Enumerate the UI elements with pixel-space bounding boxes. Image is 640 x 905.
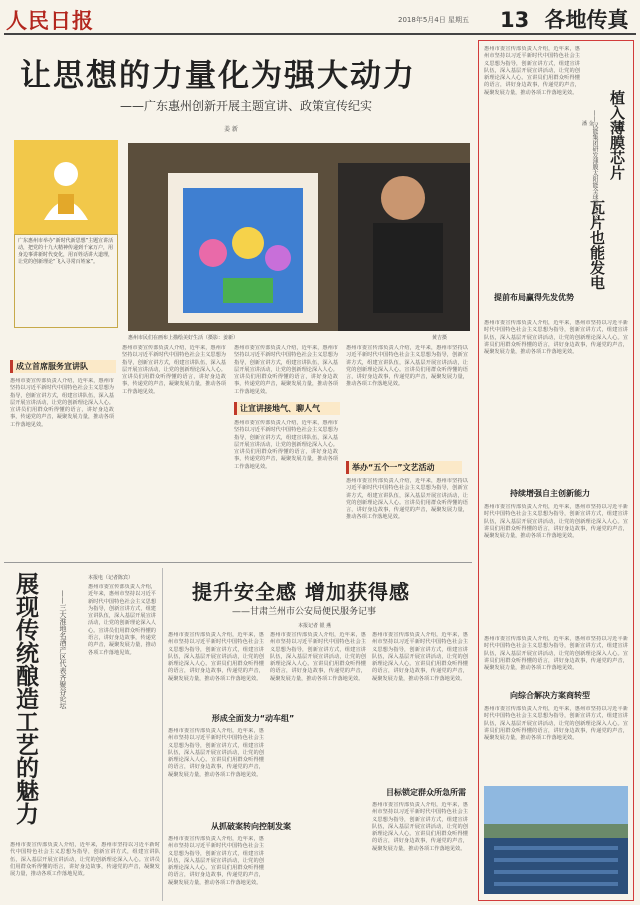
solar-farm-photo: [484, 786, 628, 894]
solar-panel-photo-illustration: [484, 786, 628, 894]
lead-body-col-3a: 惠州市委宣传部负责人介绍，近年来，惠州市坚持以习近平新时代中国特色社会主义思想为指导，创新宣讲方式，组建宣讲队伍，深入基层开展宣讲活动，让党的创新理论深入人心。宣讲员们用群众听得懂的语言，讲好身边故事，传递党的声音，凝聚发展力量，推动各项工作落地见效。: [234, 345, 338, 395]
right-story-body-mid-2: 惠州市委宣传部负责人介绍，近年来，惠州市坚持以习近平新时代中国特色社会主义思想为指导，创新宣讲方式，组建宣讲队伍，深入基层开展宣讲活动，让党的创新理论深入人心。宣讲员们用群众听得懂的语言，讲好身边故事，传递党的声音，凝聚发展力量，推动各项工作落地见效。: [484, 504, 628, 540]
right-story-body-mid-3: 惠州市委宣传部负责人介绍，近年来，惠州市坚持以习近平新时代中国特色社会主义思想为指导，创新宣讲方式，组建宣讲队伍，深入基层开展宣讲活动，让党的创新理论深入人心。宣讲员们用群众听得懂的语言，讲好身边故事，传递党的声音，凝聚发展力量，推动各项工作落地见效。: [484, 636, 628, 672]
right-story-byline: 潘 金: [582, 121, 594, 127]
page-number: 13: [500, 8, 530, 32]
right-section-heading-3: 向综合解决方案商转型: [510, 691, 590, 700]
newspaper-logo: 人民日报: [6, 8, 94, 33]
mid-story-body-col-3b: 惠州市委宣传部负责人介绍，近年来，惠州市坚持以习近平新时代中国特色社会主义思想为指导，创新宣讲方式，组建宣讲队伍，深入基层开展宣讲活动，让党的创新理论深入人心。宣讲员们用群众听得懂的语言，讲好身边故事，传递党的声音，凝聚发展力量，推动各项工作落地见效。: [372, 802, 468, 852]
right-story-title-2: 瓦片也能发电: [588, 200, 606, 290]
speaker-icon: [14, 140, 118, 234]
mid-section-heading-1: 形成全面发力“动车组”: [211, 714, 295, 723]
right-story-body-mid-1: 惠州市委宣传部负责人介绍，近年来，惠州市坚持以习近平新时代中国特色社会主义思想为指导，创新宣讲方式，组建宣讲队伍，深入基层开展宣讲活动，让党的创新理论深入人心。宣讲员们用群众听得懂的语言，讲好身边故事，传递党的声音，凝聚发展力量，推动各项工作落地见效。: [484, 320, 628, 356]
mid-story-byline: 本报记者 银 燕: [298, 623, 332, 629]
page-header: [500, 4, 629, 34]
mid-story-body-col-2: 惠州市委宣传部负责人介绍，近年来，惠州市坚持以习近平新时代中国特色社会主义思想为指导，创新宣讲方式，组建宣讲队伍，深入基层开展宣讲活动，让党的创新理论深入人心。宣讲员们用群众听得懂的语言，讲好身边故事，传递党的声音，凝聚发展力量，推动各项工作落地见效。: [270, 632, 366, 682]
lead-body-col-2: 惠州市委宣传部负责人介绍，近年来，惠州市坚持以习近平新时代中国特色社会主义思想为指导，创新宣讲方式，组建宣讲队伍，深入基层开展宣讲活动，让党的创新理论深入人心。宣讲员们用群众听得懂的语言，讲好身边故事，传递党的声音，凝聚发展力量，推动各项工作落地见效。: [122, 345, 226, 395]
lecture-logo-graphic: [14, 140, 118, 234]
left-story-body-col-1: 惠州市委宣传部负责人介绍，近年来，惠州市坚持以习近平新时代中国特色社会主义思想为指导，创新宣讲方式，组建宣讲队伍，深入基层开展宣讲活动，让党的创新理论深入人心。宣讲员们用群众听得懂的语言，讲好身边故事，传递党的声音，凝聚发展力量，推动各项工作落地见效。: [88, 584, 156, 656]
mid-story-title: 提升安全感 增加获得感: [192, 580, 410, 604]
lead-subheadline: ——广东惠州创新开展主题宣讲、政策宣传纪实: [120, 99, 373, 113]
mid-section-heading-3: 目标锁定群众所急所需: [386, 788, 466, 797]
lead-section-heading-2: 让宣讲接地气、聊人气: [234, 402, 340, 415]
right-story-body-top: 惠州市委宣传部负责人介绍，近年来，惠州市坚持以习近平新时代中国特色社会主义思想为指导，创新宣讲方式，组建宣讲队伍，深入基层开展宣讲活动，让党的创新理论深入人心。宣讲员们用群众听得懂的语言，讲好身边故事，传递党的声音，凝聚发展力量，推动各项工作落地见效。: [484, 46, 580, 96]
left-story-title: 展现传统酿造工艺的魅力: [12, 572, 38, 825]
mid-story-body-col-1c: 惠州市委宣传部负责人介绍，近年来，惠州市坚持以习近平新时代中国特色社会主义思想为指导，创新宣讲方式，组建宣讲队伍，深入基层开展宣讲活动，让党的创新理论深入人心。宣讲员们用群众听得懂的语言，讲好身边故事，传递党的声音，凝聚发展力量，推动各项工作落地见效。: [168, 836, 264, 886]
right-story-title-1: 植入薄膜芯片: [608, 90, 626, 180]
right-section-heading-2: 持续增强自主创新能力: [510, 489, 590, 498]
lead-section-heading-1: 成立首席服务宣讲队: [10, 360, 116, 373]
masthead-rule: [4, 33, 636, 35]
mid-section-heading-2: 从抓破案转向控制发案: [211, 822, 291, 831]
page-name: 各地传真: [544, 8, 629, 32]
mid-story-body-col-1a: 惠州市委宣传部负责人介绍，近年来，惠州市坚持以习近平新时代中国特色社会主义思想为指导，创新宣讲方式，组建宣讲队伍，深入基层开展宣讲活动，让党的创新理论深入人心。宣讲员们用群众听得懂的语言，讲好身边故事，传递党的声音，凝聚发展力量，推动各项工作落地见效。: [168, 632, 264, 682]
lead-section-heading-3: 举办“五个一”文艺活动: [346, 461, 462, 474]
lead-headline: 让思想的力量化为强大动力: [20, 58, 416, 94]
right-story-body-bottom: 惠州市委宣传部负责人介绍，近年来，惠州市坚持以习近平新时代中国特色社会主义思想为指导，创新宣讲方式，组建宣讲队伍，深入基层开展宣讲活动，让党的创新理论深入人心。宣讲员们用群众听得懂的语言，讲好身边故事，传递党的声音，凝聚发展力量，推动各项工作落地见效。: [484, 706, 628, 742]
right-story-subtitle: ——汉能集团研发薄膜太阳能全球领先技术: [591, 110, 598, 224]
painter-photo-illustration: [128, 143, 470, 331]
column-divider: [162, 568, 163, 901]
right-section-heading-1: 提前布局赢得先发优势: [494, 293, 574, 302]
lead-box-text: 广东惠州市举办“新时代新思想”主题宣讲活动，把党的十九大精神传递到千家万户，用身边事讲新时代变化，用百姓话讲大道理，让党的创新理论“飞入寻常百姓家”。: [14, 234, 118, 328]
section-divider: [4, 562, 472, 563]
issue-date: 2018年5月4日 星期五: [398, 16, 469, 24]
left-story-subtitle: ——三大淮地名酒产区代表齐聚谷论坛: [59, 590, 67, 709]
lead-byline: 姜 新: [224, 126, 238, 133]
left-story-body-bottom: 惠州市委宣传部负责人介绍，近年来，惠州市坚持以习近平新时代中国特色社会主义思想为指导，创新宣讲方式，组建宣讲队伍，深入基层开展宣讲活动，让党的创新理论深入人心。宣讲员们用群众听得懂的语言，讲好身边故事，传递党的声音，凝聚发展力量，推动各项工作落地见效。: [10, 842, 160, 878]
lead-photo: [128, 143, 470, 331]
mid-story-body-col-1b: 惠州市委宣传部负责人介绍，近年来，惠州市坚持以习近平新时代中国特色社会主义思想为指导，创新宣讲方式，组建宣讲队伍，深入基层开展宣讲活动，让党的创新理论深入人心。宣讲员们用群众听得懂的语言，讲好身边故事，传递党的声音，凝聚发展力量，推动各项工作落地见效。: [168, 728, 264, 778]
lead-body-col-4b: 惠州市委宣传部负责人介绍，近年来，惠州市坚持以习近平新时代中国特色社会主义思想为指导，创新宣讲方式，组建宣讲队伍，深入基层开展宣讲活动，让党的创新理论深入人心。宣讲员们用群众听得懂的语言，讲好身边故事，传递党的声音，凝聚发展力量，推动各项工作落地见效。: [346, 478, 468, 521]
lead-photo-credit: 黄吉摄: [432, 335, 448, 341]
lead-photo-caption: 惠州市民们在画布上描绘美好生活（摄影：姜新）: [128, 335, 239, 341]
left-story-byline: 本报电（记者陈宾）: [88, 575, 134, 581]
mid-story-body-col-3a: 惠州市委宣传部负责人介绍，近年来，惠州市坚持以习近平新时代中国特色社会主义思想为指导，创新宣讲方式，组建宣讲队伍，深入基层开展宣讲活动，让党的创新理论深入人心。宣讲员们用群众听得懂的语言，讲好身边故事，传递党的声音，凝聚发展力量，推动各项工作落地见效。: [372, 632, 468, 682]
lead-body-col-4a: 惠州市委宣传部负责人介绍，近年来，惠州市坚持以习近平新时代中国特色社会主义思想为指导，创新宣讲方式，组建宣讲队伍，深入基层开展宣讲活动，让党的创新理论深入人心。宣讲员们用群众听得懂的语言，讲好身边故事，传递党的声音，凝聚发展力量，推动各项工作落地见效。: [346, 345, 468, 388]
lead-body-col-3b: 惠州市委宣传部负责人介绍，近年来，惠州市坚持以习近平新时代中国特色社会主义思想为指导，创新宣讲方式，组建宣讲队伍，深入基层开展宣讲活动，让党的创新理论深入人心。宣讲员们用群众听得懂的语言，讲好身边故事，传递党的声音，凝聚发展力量，推动各项工作落地见效。: [234, 420, 338, 470]
mid-story-subtitle: ——甘肃兰州市公安局便民服务记事: [232, 607, 377, 617]
lead-body-col-1: 惠州市委宣传部负责人介绍，近年来，惠州市坚持以习近平新时代中国特色社会主义思想为指导，创新宣讲方式，组建宣讲队伍，深入基层开展宣讲活动，让党的创新理论深入人心。宣讲员们用群众听得懂的语言，讲好身边故事，传递党的声音，凝聚发展力量，推动各项工作落地见效。: [10, 378, 114, 428]
